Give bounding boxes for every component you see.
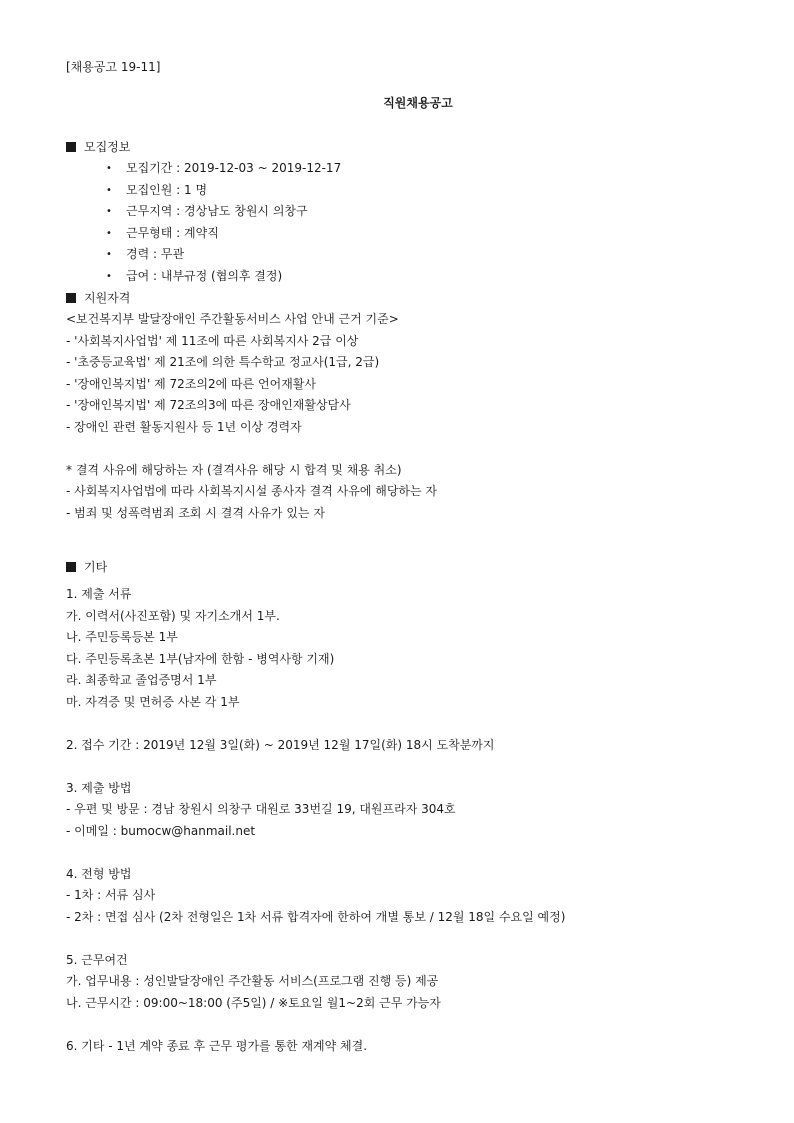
- other-note: 6. 기타 - 1년 계약 종료 후 근무 평가를 통한 재계약 체결.: [66, 1038, 368, 1053]
- square-bullet-icon: [66, 293, 76, 303]
- selection-process-title: 4. 전형 방법: [66, 866, 132, 881]
- disqualify-line: * 결격 사유에 해당하는 자 (결격사유 해당 시 합격 및 채용 취소): [66, 462, 402, 477]
- notice-number: [채용공고 19-11]: [66, 60, 161, 74]
- qualification-line: - '초중등교육법' 제 21조에 의한 특수학교 정교사(1급, 2급): [66, 355, 380, 369]
- list-item: • 모집인원 : 1 명: [106, 180, 746, 202]
- work-conditions-item: 가. 업무내용 : 성인발달장애인 주간활동 서비스(프로그램 진행 등) 제공: [66, 974, 439, 988]
- section-heading-qualifications: 지원자격: [66, 287, 746, 309]
- square-bullet-icon: [66, 562, 76, 572]
- document-item: 나. 주민등록등본 1부: [66, 630, 178, 644]
- selection-process-item: - 2차 : 면접 심사 (2차 전형일은 1차 서류 합격자에 한하여 개별 통보 / 12월 18일 수요일 예정): [66, 909, 566, 924]
- list-item: • 급여 : 내부규정 (협의후 결정): [106, 266, 746, 288]
- document-item: 라. 최종학교 졸업증명서 1부: [66, 673, 217, 687]
- work-conditions-item: 나. 근무시간 : 09:00~18:00 (주5일) / ※토요일 월1~2회 근무 가능자: [66, 995, 441, 1010]
- document-item: 다. 주민등록초본 1부(남자에 한함 - 병역사항 기재): [66, 651, 335, 666]
- recruit-info-list: [66, 158, 746, 287]
- submission-method-item: - 우편 및 방문 : 경남 창원시 의창구 대원로 33번길 19, 대원프라자 304호: [66, 802, 456, 816]
- page-title: 직원채용공고: [383, 96, 453, 110]
- qualification-line: <보건복지부 발달장애인 주간활동서비스 사업 안내 근거 기준>: [66, 312, 399, 326]
- section-heading-recruit-info: 모집정보: [66, 136, 746, 158]
- square-bullet-icon: [66, 142, 76, 152]
- qualification-line: - '사회복지사업법' 제 11조에 따른 사회복지사 2급 이상: [66, 333, 359, 348]
- submission-method-title: 3. 제출 방법: [66, 780, 132, 795]
- list-item: • 근무지역 : 경상남도 창원시 의창구: [106, 201, 746, 223]
- qualification-line: - '장애인복지법' 제 72조의2에 따른 언어재활사: [66, 376, 316, 391]
- list-item: • 근무형태 : 계약직: [106, 223, 746, 245]
- disqualify-line: - 범죄 및 성폭력범죄 조회 시 결격 사유가 있는 자: [66, 505, 325, 520]
- document-page: [66, 56, 746, 1057]
- application-period: 2. 접수 기간 : 2019년 12월 3일(화) ~ 2019년 12월 17일(화) 18시 도착분까지: [66, 737, 495, 752]
- qualification-line: - '장애인복지법' 제 72조의3에 따른 장애인재활상담사: [66, 398, 351, 412]
- submission-method-item: - 이메일 : bumocw@hanmail.net: [66, 823, 256, 838]
- list-item: • 모집기간 : 2019-12-03 ~ 2019-12-17: [106, 158, 746, 180]
- work-conditions-title: 5. 근무여건: [66, 952, 128, 967]
- disqualify-line: - 사회복지사업법에 따라 사회복지시설 종사자 결격 사유에 해당하는 자: [66, 484, 438, 498]
- document-item: 마. 자격증 및 면허증 사본 각 1부: [66, 694, 240, 709]
- qualification-line: - 장애인 관련 활동지원사 등 1년 이상 경력자: [66, 419, 302, 434]
- document-item: 가. 이력서(사진포함) 및 자기소개서 1부.: [66, 608, 280, 623]
- list-item: • 경력 : 무관: [106, 244, 746, 266]
- documents-title: 1. 제출 서류: [66, 587, 132, 601]
- selection-process-item: - 1차 : 서류 심사: [66, 888, 156, 902]
- section-heading-etc: 기타: [66, 556, 746, 578]
